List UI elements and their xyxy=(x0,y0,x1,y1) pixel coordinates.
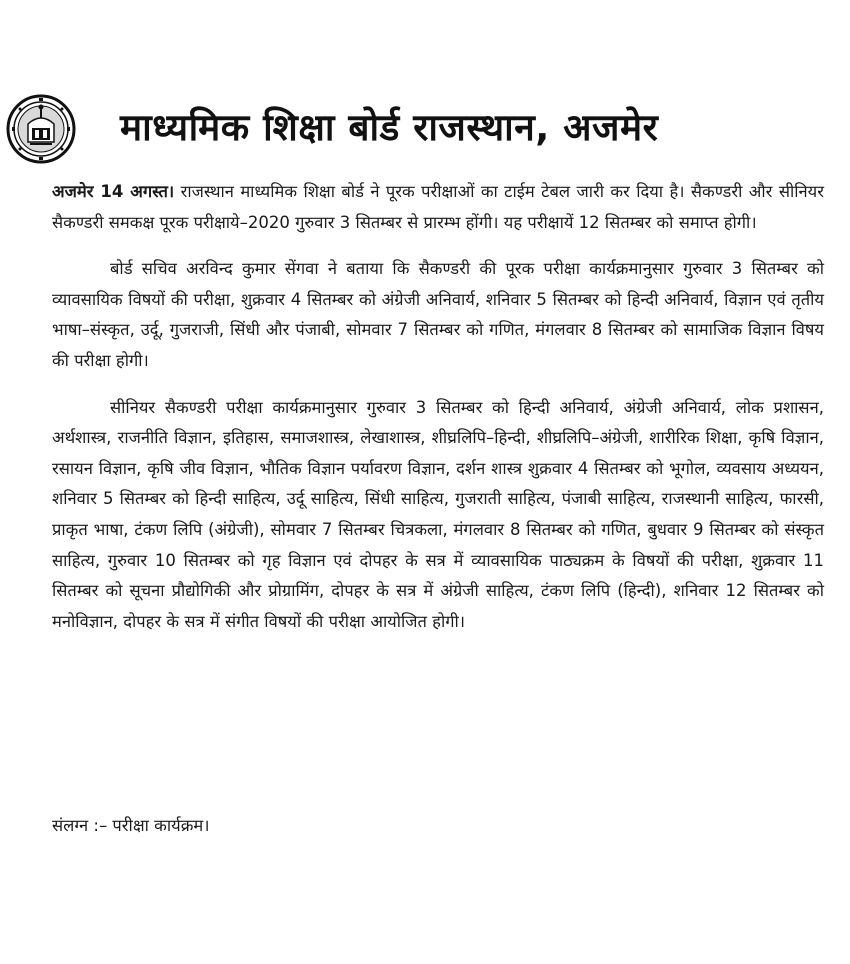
paragraph-intro xyxy=(52,177,824,238)
board-seal-icon xyxy=(6,94,76,164)
page-title: माध्यमिक शिक्षा बोर्ड राजस्थान, अजमेर xyxy=(120,106,659,149)
dateline: अजमेर 14 अगस्त। xyxy=(52,182,175,201)
paragraph-intro-text: राजस्थान माध्यमिक शिक्षा बोर्ड ने पूरक परीक्षाओं का टाईम टेबल जारी कर दिया है। सैकण्डरी और सीनियर सैकण्डरी समकक्ष पूरक परीक्षाये–2020 गुरुवार 3 सितम्बर से प्रारम्भ होंगी। यह परीक्षायें 12 सितम्बर को समाप्त होगी। xyxy=(52,182,824,232)
release-body xyxy=(52,177,824,653)
paragraph-secondary-schedule: बोर्ड सचिव अरविन्द कुमार सेंगवा ने बताया कि सैकण्डरी की पूरक परीक्षा कार्यक्रमानुसार गुरुवार 3 सितम्बर को व्यावसायिक विषयों की परीक्षा, शुक्रवार 4 सितम्बर को अंग्रेजी अनिवार्य, शनिवार 5 सितम्बर को हिन्दी अनिवार्य, विज्ञान एवं तृतीय भाषा–संस्कृत, उर्दू, गुजराजी, सिंधी और पंजाबी, सोमवार 7 सितम्बर को गणित, मंगलवार 8 सितम्बर को सामाजिक विज्ञान विषय की परीक्षा होगी। xyxy=(52,259,824,370)
attachment-note: संलग्न :– परीक्षा कार्यक्रम। xyxy=(52,816,210,835)
paragraph-senior-secondary-schedule: सीनियर सैकण्डरी परीक्षा कार्यक्रमानुसार गुरुवार 3 सितम्बर को हिन्दी अनिवार्य, अंग्रेजी अनिवार्य, लोक प्रशासन, अर्थशास्त्र, राजनीति विज्ञान, इतिहास, समाजशास्त्र, लेखाशास्त्र, शीघ्रलिपि–हिन्दी, शीघ्रलिपि–अंग्रेजी, शारीरिक शिक्षा, कृषि विज्ञान, रसायन विज्ञान, कृषि जीव विज्ञान, भौतिक विज्ञान पर्यावरण विज्ञान, दर्शन शास्त्र शुक्रवार 4 सितम्बर को भूगोल, व्यवसाय अध्ययन, शनिवार 5 सितम्बर को हिन्दी साहित्य, उर्दू साहित्य, सिंधी साहित्य, गुजराती साहित्य, पंजाबी साहित्य, राजस्थानी साहित्य, फारसी, प्राकृत भाषा, टंकण लिपि (अंग्रेजी), सोमवार 7 सितम्बर चित्रकला, मंगलवार 8 सितम्बर को गणित, बुधवार 9 सितम्बर को संस्कृत साहित्य, गुरुवार 10 सितम्बर को गृह विज्ञान एवं दोपहर के सत्र में व्यावसायिक पाठ्यक्रम के विषयों की परीक्षा, शुक्रवार 11 सितम्बर को सूचना प्रौद्योगिकी और प्रोग्रामिंग, दोपहर के सत्र में अंग्रेजी साहित्य, टंकण लिपि (हिन्दी), शनिवार 12 सितम्बर को मनोविज्ञान, दोपहर के सत्र में संगीत विषयों की परीक्षा आयोजित होगी। xyxy=(52,397,824,631)
letterhead xyxy=(0,88,850,178)
